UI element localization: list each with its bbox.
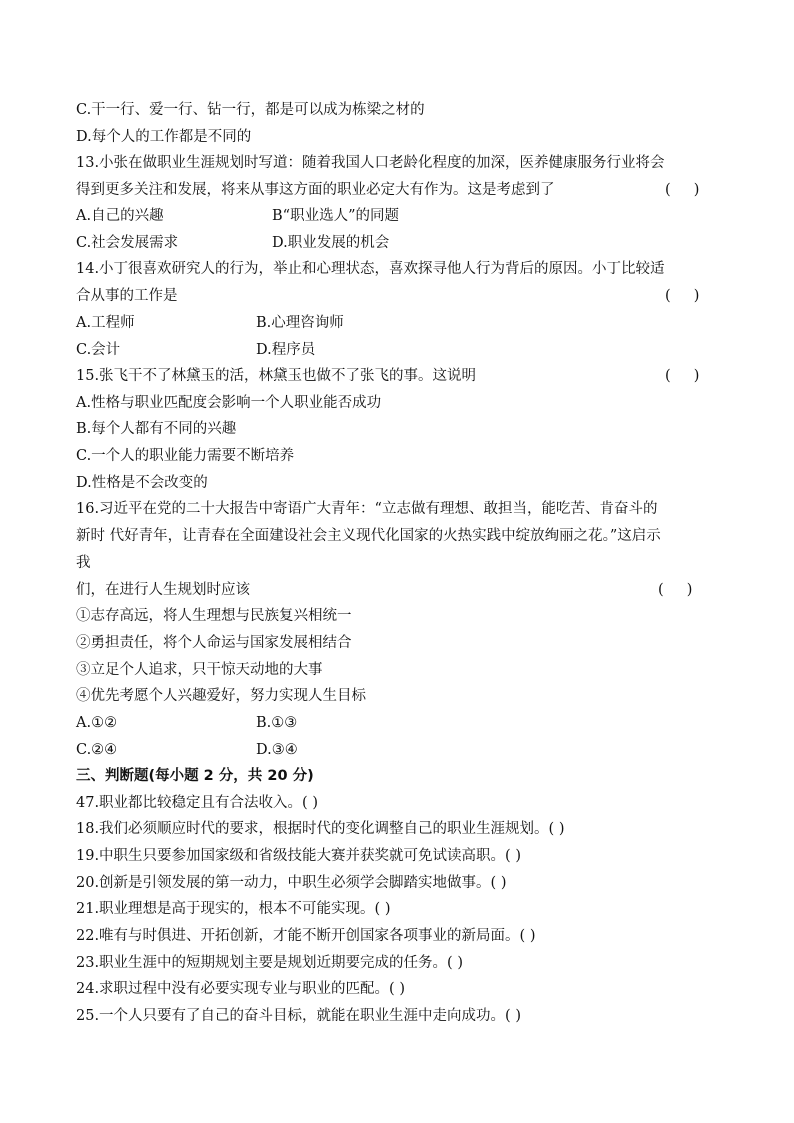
- q13-option-c: C.社会发展需求: [76, 235, 179, 251]
- q16-stem-line1: 16.习近平在党的二十大报告中寄语广大青年：“立志做有理想、敢担当，能吃苦、肯奋斗的: [76, 501, 658, 517]
- tf-item: 22.唯有与时俱进、开拓创新，才能不断开创国家各项事业的新局面。( ): [76, 928, 536, 944]
- q15-option-b: B.每个人都有不同的兴趣: [76, 421, 237, 437]
- q13-option-a: A.自己的兴趣: [76, 208, 164, 224]
- tf-item: 19.中职生只要参加国家级和省级技能大赛并获奖就可免试读高职。( ): [76, 848, 521, 864]
- q16-statement-4: ④优先考愿个人兴趣爱好，努力实现人生目标: [76, 688, 366, 704]
- q16-statement-1: ①志存高远，将人生理想与民族复兴相统一: [76, 608, 352, 624]
- q14-answer-blank: ( ): [665, 288, 700, 304]
- q12-option-c: C.干一行、爱一行、钻一行，都是可以成为栋梁之材的: [76, 102, 425, 118]
- q14-option-a: A.工程师: [76, 315, 135, 331]
- tf-item: 24.求职过程中没有必要实现专业与职业的匹配。( ): [76, 981, 405, 997]
- q13-stem-line1: 13.小张在做职业生涯规划时写道：随着我国人口老龄化程度的加深，医养健康服务行业将会: [76, 155, 665, 171]
- q16-stem-line4: 们，在进行人生规划时应该: [76, 582, 250, 598]
- q14-option-c: C.会计: [76, 342, 121, 358]
- q15-option-c: C.一个人的职业能力需要不断培养: [76, 448, 295, 464]
- q16-stem-line2: 新时 代好青年，让青春在全面建设社会主义现代化国家的火热实践中绽放绚丽之花。”这启示: [76, 528, 661, 544]
- tf-item: 20.创新是引领发展的第一动力，中职生必须学会脚踏实地做事。( ): [76, 875, 507, 891]
- q16-option-c: C.②④: [76, 742, 118, 758]
- tf-item: 18.我们必须顺应时代的要求，根据时代的变化调整自己的职业生涯规划。( ): [76, 821, 565, 837]
- q14-option-d: D.程序员: [256, 342, 316, 358]
- q14-stem-line1: 14.小丁很喜欢研究人的行为，举止和心理状态，喜欢探寻他人行为背后的原因。小丁比较适: [76, 261, 665, 277]
- q15-option-a: A.性格与职业匹配度会影响一个人职业能否成功: [76, 395, 382, 411]
- q14-option-b: B.心理咨询师: [256, 315, 344, 331]
- q13-option-d: D.职业发展的机会: [272, 235, 390, 251]
- tf-item: 47.职业都比较稳定且有合法收入。( ): [76, 795, 318, 811]
- q16-stem-line3: 我: [76, 555, 91, 571]
- q15-option-d: D.性格是不会改变的: [76, 475, 208, 491]
- q15-stem: 15.张飞干不了林黛玉的活，林黛玉也做不了张飞的事。这说明: [76, 368, 477, 384]
- q16-answer-blank: ( ): [658, 582, 693, 598]
- q13-option-b: B“职业选人”的同题: [272, 208, 399, 224]
- tf-item: 25.一个人只要有了自己的奋斗目标，就能在职业生涯中走向成功。( ): [76, 1008, 521, 1024]
- q14-stem-line2: 合从事的工作是: [76, 288, 178, 304]
- section-3-heading: 三、判断题(每小题 2 分，共 20 分): [76, 768, 314, 784]
- q13-answer-blank: ( ): [665, 182, 700, 198]
- q16-option-d: D.③④: [256, 742, 298, 758]
- q13-stem-line2: 得到更多关注和发展，将来从事这方面的职业必定大有作为。这是考虑到了: [76, 182, 555, 198]
- q16-statement-3: ③立足个人追求，只干惊天动地的大事: [76, 662, 323, 678]
- q16-option-a: A.①②: [76, 715, 118, 731]
- q15-answer-blank: ( ): [665, 368, 700, 384]
- q16-option-b: B.①③: [256, 715, 298, 731]
- q16-statement-2: ②勇担责任，将个人命运与国家发展相结合: [76, 635, 352, 651]
- tf-item: 21.职业理想是高于现实的，根本不可能实现。( ): [76, 901, 391, 917]
- q12-option-d: D.每个人的工作都是不同的: [76, 129, 252, 145]
- tf-item: 23.职业生涯中的短期规划主要是规划近期要完成的任务。( ): [76, 955, 463, 971]
